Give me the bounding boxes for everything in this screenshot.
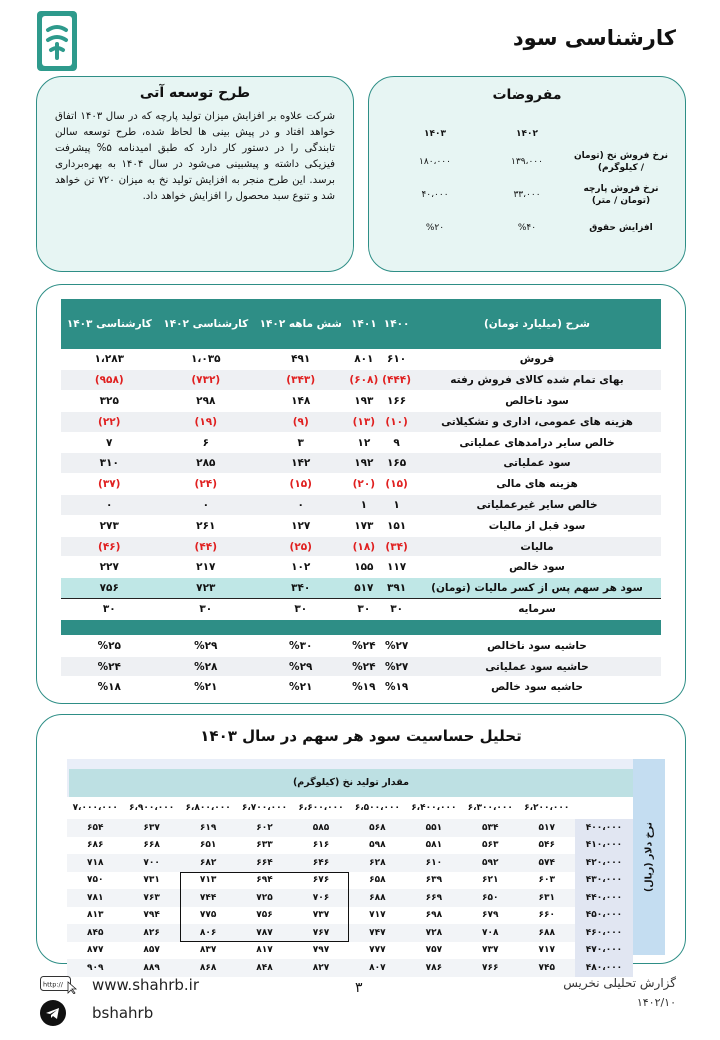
row-label: حاشیه سود ناخالص (413, 635, 661, 656)
sensitivity-cell: ۶۶۹ (406, 889, 462, 907)
sensitivity-cell: ۵۶۳ (462, 837, 518, 855)
row-label: خالص سایر درامدهای عملیاتی (413, 432, 661, 453)
sensitivity-cell: ۵۵۱ (406, 819, 462, 837)
assumptions-card (368, 76, 686, 272)
cell-value: ۴۹۱ (254, 349, 347, 370)
sensitivity-cell: ۷۰۶ (293, 889, 349, 907)
cell-value: ۰ (158, 495, 254, 516)
row-axis-label: نرخ دلار (ریال) (643, 822, 655, 892)
assumption-label: نرخ فروش نخ (تومان / کیلوگرم) (573, 150, 668, 173)
cell-value: ۱۴۲ (254, 453, 347, 474)
sensitivity-row (67, 872, 633, 890)
column-header: ۶،۲۰۰،۰۰۰ (519, 797, 576, 819)
cell-value: (۲۵) (254, 536, 347, 557)
cell-value: %۲۴ (347, 656, 380, 677)
sensitivity-cell: ۵۱۷ (519, 819, 576, 837)
cell-value: ۷ (61, 432, 158, 453)
assumption-label: نرخ فروش پارچه (تومان / متر) (583, 183, 659, 206)
sensitivity-cell: ۵۴۶ (519, 837, 576, 855)
development-plan-card (36, 76, 354, 272)
sensitivity-cell: ۸۲۷ (293, 959, 349, 977)
column-header: ۶،۸۰۰،۰۰۰ (180, 797, 236, 819)
sensitivity-cell: ۵۸۵ (293, 819, 349, 837)
table-row (61, 578, 661, 599)
sensitivity-cell: ۶۴۶ (293, 854, 349, 872)
cell-value: (۲۰) (347, 474, 380, 495)
sensitivity-cell: ۶۳۹ (406, 872, 462, 890)
sensitivity-cell: ۷۳۷ (293, 907, 349, 925)
cell-value: %۲۷ (380, 656, 413, 677)
column-header: ۶،۵۰۰،۰۰۰ (349, 797, 405, 819)
sensitivity-cell: ۸۶۸ (180, 959, 236, 977)
plan-text: شرکت علاوه بر افزایش میزان تولید پارچه که در سال ۱۴۰۳ اتفاق خواهد افتاد و در پیش بینی ها لحاظ شده، طرح توسعه سالن تابندگی را در دستور کار دارد که طبق امیدنامه ۵% پیشرفت فیزیکی داشته و پیشبینی می‌شود در سال ۱۴۰۴ به بهره‌برداری برسد. این طرح منجر به افزایش تولید نخ به میزان ۷۲۰ تن خواهد شد و تنوع سبد محصول را افزایش خواهد داد. (55, 111, 335, 202)
cell-value: (۲۴) (158, 474, 254, 495)
sensitivity-cell: ۶۱۶ (293, 837, 349, 855)
sensitivity-cell: ۷۷۵ (180, 907, 236, 925)
row-label: مالیات (413, 536, 661, 557)
cell-value: (۱۸) (347, 536, 380, 557)
sensitivity-row (67, 819, 633, 837)
sensitivity-card (36, 714, 686, 973)
sensitivity-cell: ۶۶۴ (236, 854, 292, 872)
sensitivity-cell: ۸۰۷ (349, 959, 405, 977)
sensitivity-cell: ۶۸۸ (349, 889, 405, 907)
cell-value: (۷۳۲) (158, 370, 254, 391)
table-row (61, 391, 661, 412)
sensitivity-cell: ۸۷۷ (67, 942, 123, 960)
cell-value: ۲۷۳ (61, 515, 158, 536)
cell-value: (۴۶) (61, 536, 158, 557)
sensitivity-grid (67, 759, 665, 973)
cell-value: ۱۹۳ (347, 391, 380, 412)
cell-value: ۲۱۷ (158, 557, 254, 578)
sensitivity-cell: ۶۸۲ (180, 854, 236, 872)
report-name: گزارش تحلیلی نخریس (563, 976, 676, 990)
sensitivity-table (67, 797, 633, 977)
sensitivity-cell: ۶۲۸ (349, 854, 405, 872)
cell-value: (۴۴۴) (380, 370, 413, 391)
sensitivity-cell: ۷۴۵ (519, 959, 576, 977)
sensitivity-cell: ۵۹۲ (462, 854, 518, 872)
sensitivity-cell: ۷۸۷ (236, 924, 292, 942)
brand-logo (36, 10, 78, 72)
cell-value: ۱۹۲ (347, 453, 380, 474)
sensitivity-cell: ۸۱۷ (236, 942, 292, 960)
sensitivity-row (67, 889, 633, 907)
sensitivity-cell: ۷۹۷ (293, 942, 349, 960)
table-row (61, 370, 661, 391)
assumption-value: ۳۳،۰۰۰ (513, 189, 541, 200)
cell-value: ۲۲۷ (61, 557, 158, 578)
margin-row (61, 677, 661, 698)
assumptions-title: مفروضات (492, 87, 562, 103)
assumption-value: %۲۰ (425, 222, 445, 233)
sensitivity-cell: ۶۵۸ (349, 872, 405, 890)
table-row (61, 515, 661, 536)
sensitivity-cell: ۶۸۶ (67, 837, 123, 855)
sensitivity-cell: ۷۷۷ (349, 942, 405, 960)
sensitivity-cell: ۷۳۷ (462, 942, 518, 960)
sensitivity-row (67, 907, 633, 925)
sensitivity-cell: ۷۱۷ (349, 907, 405, 925)
cell-value: ۱ (380, 495, 413, 516)
cell-value: ۲۹۸ (158, 391, 254, 412)
column-header: شرح (میلیارد تومان) (413, 299, 661, 349)
year-header: ۱۴۰۲ (516, 129, 538, 139)
sensitivity-cell: ۷۶۶ (462, 959, 518, 977)
sensitivity-cell: ۷۱۳ (180, 872, 236, 890)
sensitivity-cell: ۸۰۶ (180, 924, 236, 942)
sensitivity-cell: ۷۴۷ (349, 924, 405, 942)
sensitivity-cell: ۶۳۷ (123, 819, 179, 837)
cell-value: ۳۰ (380, 599, 413, 620)
sensitivity-cell: ۷۳۱ (123, 872, 179, 890)
highlight-box (180, 872, 349, 942)
sensitivity-cell: ۶۰۲ (236, 819, 292, 837)
svg-text:http://: http:// (43, 980, 63, 989)
sensitivity-cell: ۷۱۸ (67, 854, 123, 872)
separator-row (61, 619, 661, 635)
cell-value: ۳۰ (347, 599, 380, 620)
column-header-row (67, 797, 633, 819)
row-header: ۴۷۰،۰۰۰ (575, 942, 633, 960)
cell-value: ۱۰۲ (254, 557, 347, 578)
table-row (61, 557, 661, 578)
sensitivity-cell: ۷۹۴ (123, 907, 179, 925)
cell-value: (۹۵۸) (61, 370, 158, 391)
cell-value: ۰ (61, 495, 158, 516)
sensitivity-cell: ۸۳۷ (180, 942, 236, 960)
cell-value: (۳۴۳) (254, 370, 347, 391)
row-header: ۴۲۰،۰۰۰ (575, 854, 633, 872)
row-header: ۴۳۰،۰۰۰ (575, 872, 633, 890)
financial-statement-card (36, 284, 686, 704)
cell-value: %۲۱ (254, 677, 347, 698)
cell-value: ۱۵۵ (347, 557, 380, 578)
sensitivity-cell: ۷۲۵ (236, 889, 292, 907)
cell-value: ۳۲۵ (61, 391, 158, 412)
row-label: سود ناخالص (413, 391, 661, 412)
cell-value: (۱۹) (158, 411, 254, 432)
cell-value: ۳۴۰ (254, 578, 347, 599)
row-label: هزینه های مالی (413, 474, 661, 495)
cell-value: ۸۰۱ (347, 349, 380, 370)
sensitivity-cell: ۶۷۹ (462, 907, 518, 925)
cell-value: ۱۵۱ (380, 515, 413, 536)
sensitivity-cell: ۶۱۹ (180, 819, 236, 837)
cell-value: ۱ (347, 495, 380, 516)
sensitivity-cell: ۶۰۳ (519, 872, 576, 890)
cell-value: ۱۱۷ (380, 557, 413, 578)
row-header: ۴۸۰،۰۰۰ (575, 959, 633, 977)
row-label: سود خالص (413, 557, 661, 578)
cell-value: ۱۷۳ (347, 515, 380, 536)
row-header: ۴۰۰،۰۰۰ (575, 819, 633, 837)
cell-value: ۹ (380, 432, 413, 453)
sensitivity-cell: ۷۶۳ (123, 889, 179, 907)
cell-value: ۳۰ (254, 599, 347, 620)
sensitivity-cell: ۷۶۷ (293, 924, 349, 942)
cell-value: %۲۸ (158, 656, 254, 677)
table-row (61, 536, 661, 557)
sensitivity-cell: ۵۶۸ (349, 819, 405, 837)
cell-value: ۵۱۷ (347, 578, 380, 599)
sensitivity-cell: ۶۵۱ (180, 837, 236, 855)
sensitivity-cell: ۷۰۸ (462, 924, 518, 942)
table-row (61, 411, 661, 432)
row-header: ۴۵۰،۰۰۰ (575, 907, 633, 925)
sensitivity-cell: ۶۱۰ (406, 854, 462, 872)
row-label: فروش (413, 349, 661, 370)
cell-value: %۱۸ (61, 677, 158, 698)
table-row (61, 495, 661, 516)
cell-value: %۱۹ (380, 677, 413, 698)
sensitivity-cell: ۹۰۹ (67, 959, 123, 977)
assumption-label: افزایش حقوق (589, 222, 653, 233)
sensitivity-cell: ۶۲۱ (462, 872, 518, 890)
sensitivity-cell: ۷۴۴ (180, 889, 236, 907)
column-header: شش ماهه ۱۴۰۲ (254, 299, 347, 349)
cell-value: ۷۵۶ (61, 578, 158, 599)
row-header: ۴۴۰،۰۰۰ (575, 889, 633, 907)
sensitivity-row (67, 924, 633, 942)
column-header: ۶،۷۰۰،۰۰۰ (236, 797, 292, 819)
cell-value: ۰ (254, 495, 347, 516)
row-header: ۴۶۰،۰۰۰ (575, 924, 633, 942)
row-axis (633, 759, 665, 955)
assumption-value: ۴۰،۰۰۰ (421, 189, 449, 200)
row-label: سرمایه (413, 599, 661, 620)
sensitivity-cell: ۷۵۶ (236, 907, 292, 925)
column-header: ۶،۹۰۰،۰۰۰ (123, 797, 179, 819)
sensitivity-cell: ۸۲۶ (123, 924, 179, 942)
row-label: سود عملیاتی (413, 453, 661, 474)
row-label: خالص سایر غیرعملیاتی (413, 495, 661, 516)
row-label: هزینه های عمومی، اداری و تشکیلاتی (413, 411, 661, 432)
page-title: کارشناسی سود (512, 26, 676, 50)
sensitivity-title: تحلیل حساسیت سود هر سهم در سال ۱۴۰۳ (200, 727, 522, 745)
cell-value: ۱۶۵ (380, 453, 413, 474)
sensitivity-cell: ۵۹۸ (349, 837, 405, 855)
column-header: ۶،۳۰۰،۰۰۰ (462, 797, 518, 819)
sensitivity-cell: ۶۶۸ (123, 837, 179, 855)
cell-value: (۱۵) (254, 474, 347, 495)
cell-value: (۳۴) (380, 536, 413, 557)
assumption-value: ۱۸۰،۰۰۰ (419, 156, 451, 167)
sensitivity-cell: ۷۲۸ (406, 924, 462, 942)
web-link-icon (40, 976, 78, 994)
cell-value: ۲۶۱ (158, 515, 254, 536)
cell-value: %۲۷ (380, 635, 413, 656)
cell-value: ۶ (158, 432, 254, 453)
table-row (61, 474, 661, 495)
row-label: سود هر سهم پس از کسر مالیات (تومان) (413, 578, 661, 599)
cell-value: ۳۰ (158, 599, 254, 620)
margin-row (61, 635, 661, 656)
sensitivity-cell: ۶۳۱ (519, 889, 576, 907)
sensitivity-cell: ۷۵۰ (67, 872, 123, 890)
cell-value: (۱۰) (380, 411, 413, 432)
row-label: حاشیه سود عملیاتی (413, 656, 661, 677)
cell-value: %۲۴ (61, 656, 158, 677)
sensitivity-row (67, 837, 633, 855)
cell-value: %۲۵ (61, 635, 158, 656)
sensitivity-cell: ۸۴۵ (67, 924, 123, 942)
cell-value: %۱۹ (347, 677, 380, 698)
sensitivity-row (67, 942, 633, 960)
cell-value: ۱۴۸ (254, 391, 347, 412)
cell-value: (۳۷) (61, 474, 158, 495)
column-header: ۶،۶۰۰،۰۰۰ (293, 797, 349, 819)
cell-value: ۳ (254, 432, 347, 453)
cell-value: ۲۸۵ (158, 453, 254, 474)
cell-value: ۱۲ (347, 432, 380, 453)
financial-table (61, 299, 661, 698)
column-header: ۱۴۰۱ (347, 299, 380, 349)
cell-value: (۴۴) (158, 536, 254, 557)
cell-value: (۱۵) (380, 474, 413, 495)
sensitivity-cell: ۶۵۴ (67, 819, 123, 837)
sensitivity-cell: ۸۱۳ (67, 907, 123, 925)
sensitivity-cell: ۸۵۷ (123, 942, 179, 960)
telegram-icon (40, 1000, 66, 1026)
cell-value: ۷۲۳ (158, 578, 254, 599)
cell-value: ۳۱۰ (61, 453, 158, 474)
sensitivity-cell: ۶۵۰ (462, 889, 518, 907)
sensitivity-cell: ۶۹۴ (236, 872, 292, 890)
assumptions-table (389, 123, 669, 244)
column-header: ۷،۰۰۰،۰۰۰ (67, 797, 123, 819)
cell-value: %۲۹ (254, 656, 347, 677)
sensitivity-cell: ۷۸۱ (67, 889, 123, 907)
cell-value: ۳۰ (61, 599, 158, 620)
assumption-value: %۴۰ (517, 222, 537, 233)
report-date: ۱۴۰۲/۱۰ (636, 996, 676, 1009)
cell-value: %۳۰ (254, 635, 347, 656)
plan-title: طرح توسعه آتی (139, 85, 251, 101)
cell-value: ۱۲۷ (254, 515, 347, 536)
sensitivity-cell: ۶۳۳ (236, 837, 292, 855)
row-label: حاشیه سود خالص (413, 677, 661, 698)
sensitivity-cell: ۵۸۱ (406, 837, 462, 855)
cell-value: %۲۴ (347, 635, 380, 656)
cell-value: ۱۶۶ (380, 391, 413, 412)
sensitivity-cell: ۶۸۸ (519, 924, 576, 942)
cell-value: ۶۱۰ (380, 349, 413, 370)
margin-row (61, 656, 661, 677)
cell-value: ۳۹۱ (380, 578, 413, 599)
telegram-handle[interactable]: bshahrb (92, 1004, 154, 1022)
row-label: بهای تمام شده کالای فروش رفته (413, 370, 661, 391)
cell-value: (۱۳) (347, 411, 380, 432)
cell-value: (۹) (254, 411, 347, 432)
row-label: سود قبل از مالیات (413, 515, 661, 536)
cell-value: (۶۰۸) (347, 370, 380, 391)
table-row (61, 432, 661, 453)
sensitivity-cell: ۷۱۷ (519, 942, 576, 960)
sensitivity-cell: ۸۸۹ (123, 959, 179, 977)
row-header: ۴۱۰،۰۰۰ (575, 837, 633, 855)
column-header: ۱۴۰۰ (380, 299, 413, 349)
sensitivity-cell: ۵۷۴ (519, 854, 576, 872)
cell-value: ۱،۲۸۳ (61, 349, 158, 370)
cell-value: %۲۹ (158, 635, 254, 656)
sensitivity-cell: ۷۸۶ (406, 959, 462, 977)
website-link[interactable]: www.shahrb.ir (92, 976, 200, 994)
sensitivity-cell: ۸۴۸ (236, 959, 292, 977)
sensitivity-cell: ۷۰۰ (123, 854, 179, 872)
column-axis-label: مقدار تولید نخ (کیلوگرم) (69, 769, 633, 797)
sensitivity-cell: ۶۹۸ (406, 907, 462, 925)
column-header: کارشناسی ۱۴۰۲ (158, 299, 254, 349)
table-row (61, 453, 661, 474)
page-number: ۳ (355, 980, 363, 996)
sensitivity-cell: ۷۵۷ (406, 942, 462, 960)
sensitivity-cell: ۶۷۶ (293, 872, 349, 890)
column-header: کارشناسی ۱۴۰۳ (61, 299, 158, 349)
cell-value: ۱،۰۳۵ (158, 349, 254, 370)
cell-value: %۲۱ (158, 677, 254, 698)
sensitivity-row (67, 959, 633, 977)
sensitivity-cell: ۶۶۰ (519, 907, 576, 925)
sensitivity-row (67, 854, 633, 872)
table-row (61, 349, 661, 370)
assumption-value: ۱۳۹،۰۰۰ (511, 156, 543, 167)
table-row (61, 599, 661, 620)
cell-value: (۲۲) (61, 411, 158, 432)
year-header: ۱۴۰۳ (424, 129, 446, 139)
column-header: ۶،۴۰۰،۰۰۰ (406, 797, 462, 819)
sensitivity-cell: ۵۳۴ (462, 819, 518, 837)
